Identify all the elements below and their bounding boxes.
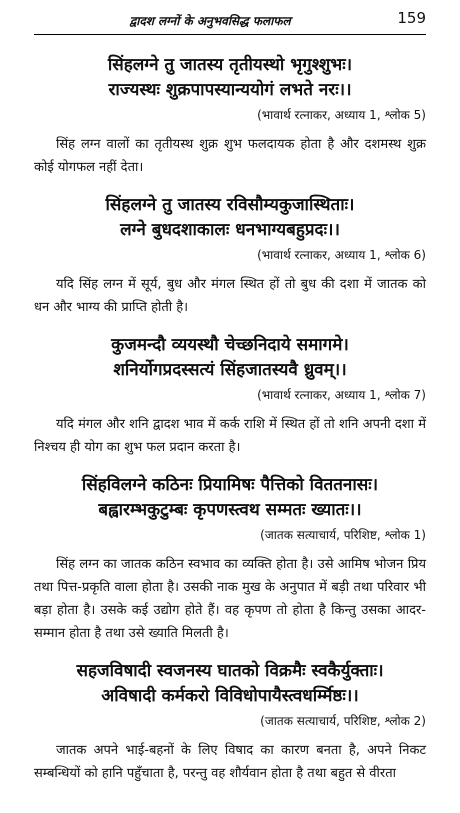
verse-block-2 [34, 193, 426, 319]
commentary-paragraph: सिंह लग्न वालों का तृतीयस्थ शुक्र शुभ फलदायक होता है और दशमस्थ शुक्र कोई योगफल नहीं देता। [34, 137, 426, 175]
verse-line: लग्ने बुधदशाकालः धनभाग्यबहुप्रदः।। [120, 220, 340, 240]
verse-line: शनिर्योगप्रदस्सत्यं सिंहजातस्यवै ध्रुवम्।। [113, 360, 347, 380]
verse-line: सिंहलग्ने तु जातस्य तृतीयस्थो भृगुश्शुभः। [107, 55, 353, 75]
verse-line: सिंहलग्ने तु जातस्य रविसौम्यकुजास्थिताः। [105, 195, 355, 215]
verse-line: राज्यस्थः शुक्रपापस्यान्ययोगं लभते नरः।। [108, 80, 352, 100]
page-header [34, 0, 426, 35]
verse-block-1 [34, 53, 426, 179]
citation: (भावार्थ रत्नाकर, अध्याय 1, श्लोक 7) [257, 388, 426, 402]
citation: (जातक सत्याचार्य, परिशिष्ट, श्लोक 1) [260, 528, 426, 542]
page-number: 159 [397, 9, 426, 27]
verse-block-3 [34, 333, 426, 459]
verse-block-5 [34, 659, 426, 785]
verse-line: बह्वारम्भकुटुम्बः कृपणस्त्वथ सम्मतः ख्यातः।। [98, 500, 362, 520]
commentary-paragraph: जातक अपने भाई-बहनों के लिए विषाद का कारण बनता है, अपने निकट सम्बन्धियों को हानि पहुँचाता है, परन्तु वह शौर्यवान होता है तथा बहुत से वीरता [34, 743, 426, 781]
citation: (भावार्थ रत्नाकर, अध्याय 1, श्लोक 5) [257, 108, 426, 122]
citation: (भावार्थ रत्नाकर, अध्याय 1, श्लोक 6) [257, 248, 426, 262]
verse-line: सहजविषादी स्वजनस्य घातको विक्रमैः स्वकैर्युक्ताः। [76, 661, 384, 681]
verse-line: सिंहविलग्ने कठिनः प्रियामिषः पैत्तिको विततनासः। [81, 475, 379, 495]
commentary-paragraph: सिंह लग्न का जातक कठिन स्वभाव का व्यक्ति होता है। उसे आमिष भोजन प्रिय तथा पित्त-प्रकृति वाला होता है। उसकी नाक मुख के अनुपात में बड़ी तथा परिवार भी बड़ा होता है। उसके कई उद्योग होते हैं। वह कृपण तो होता है किन्तु उसका आदर-सम्मान होता है तथा उसे ख्याति मिलती है। [34, 557, 426, 641]
commentary-paragraph: यदि मंगल और शनि द्वादश भाव में कर्क राशि में स्थित हों तो शनि अपनी दशा में निश्चय ही योग का शुभ फल प्रदान करता है। [34, 417, 426, 455]
commentary-paragraph: यदि सिंह लग्न में सूर्य, बुध और मंगल स्थित हों तो बुध की दशा में जातक को धन और भाग्य की प्राप्ति होती है। [34, 277, 426, 315]
citation: (जातक सत्याचार्य, परिशिष्ट, श्लोक 2) [260, 714, 426, 728]
verse-block-4 [34, 473, 426, 645]
running-title: द्वादश लग्नों के अनुभवसिद्ध फलाफल [129, 14, 291, 28]
verse-line: कुजमन्दौ व्ययस्थौ चेच्छनिदाये समागमे। [111, 335, 349, 355]
verse-line: अविषादी कर्मकरो विविधोपायैस्त्वधर्म्मिष्ठः।। [101, 686, 359, 706]
